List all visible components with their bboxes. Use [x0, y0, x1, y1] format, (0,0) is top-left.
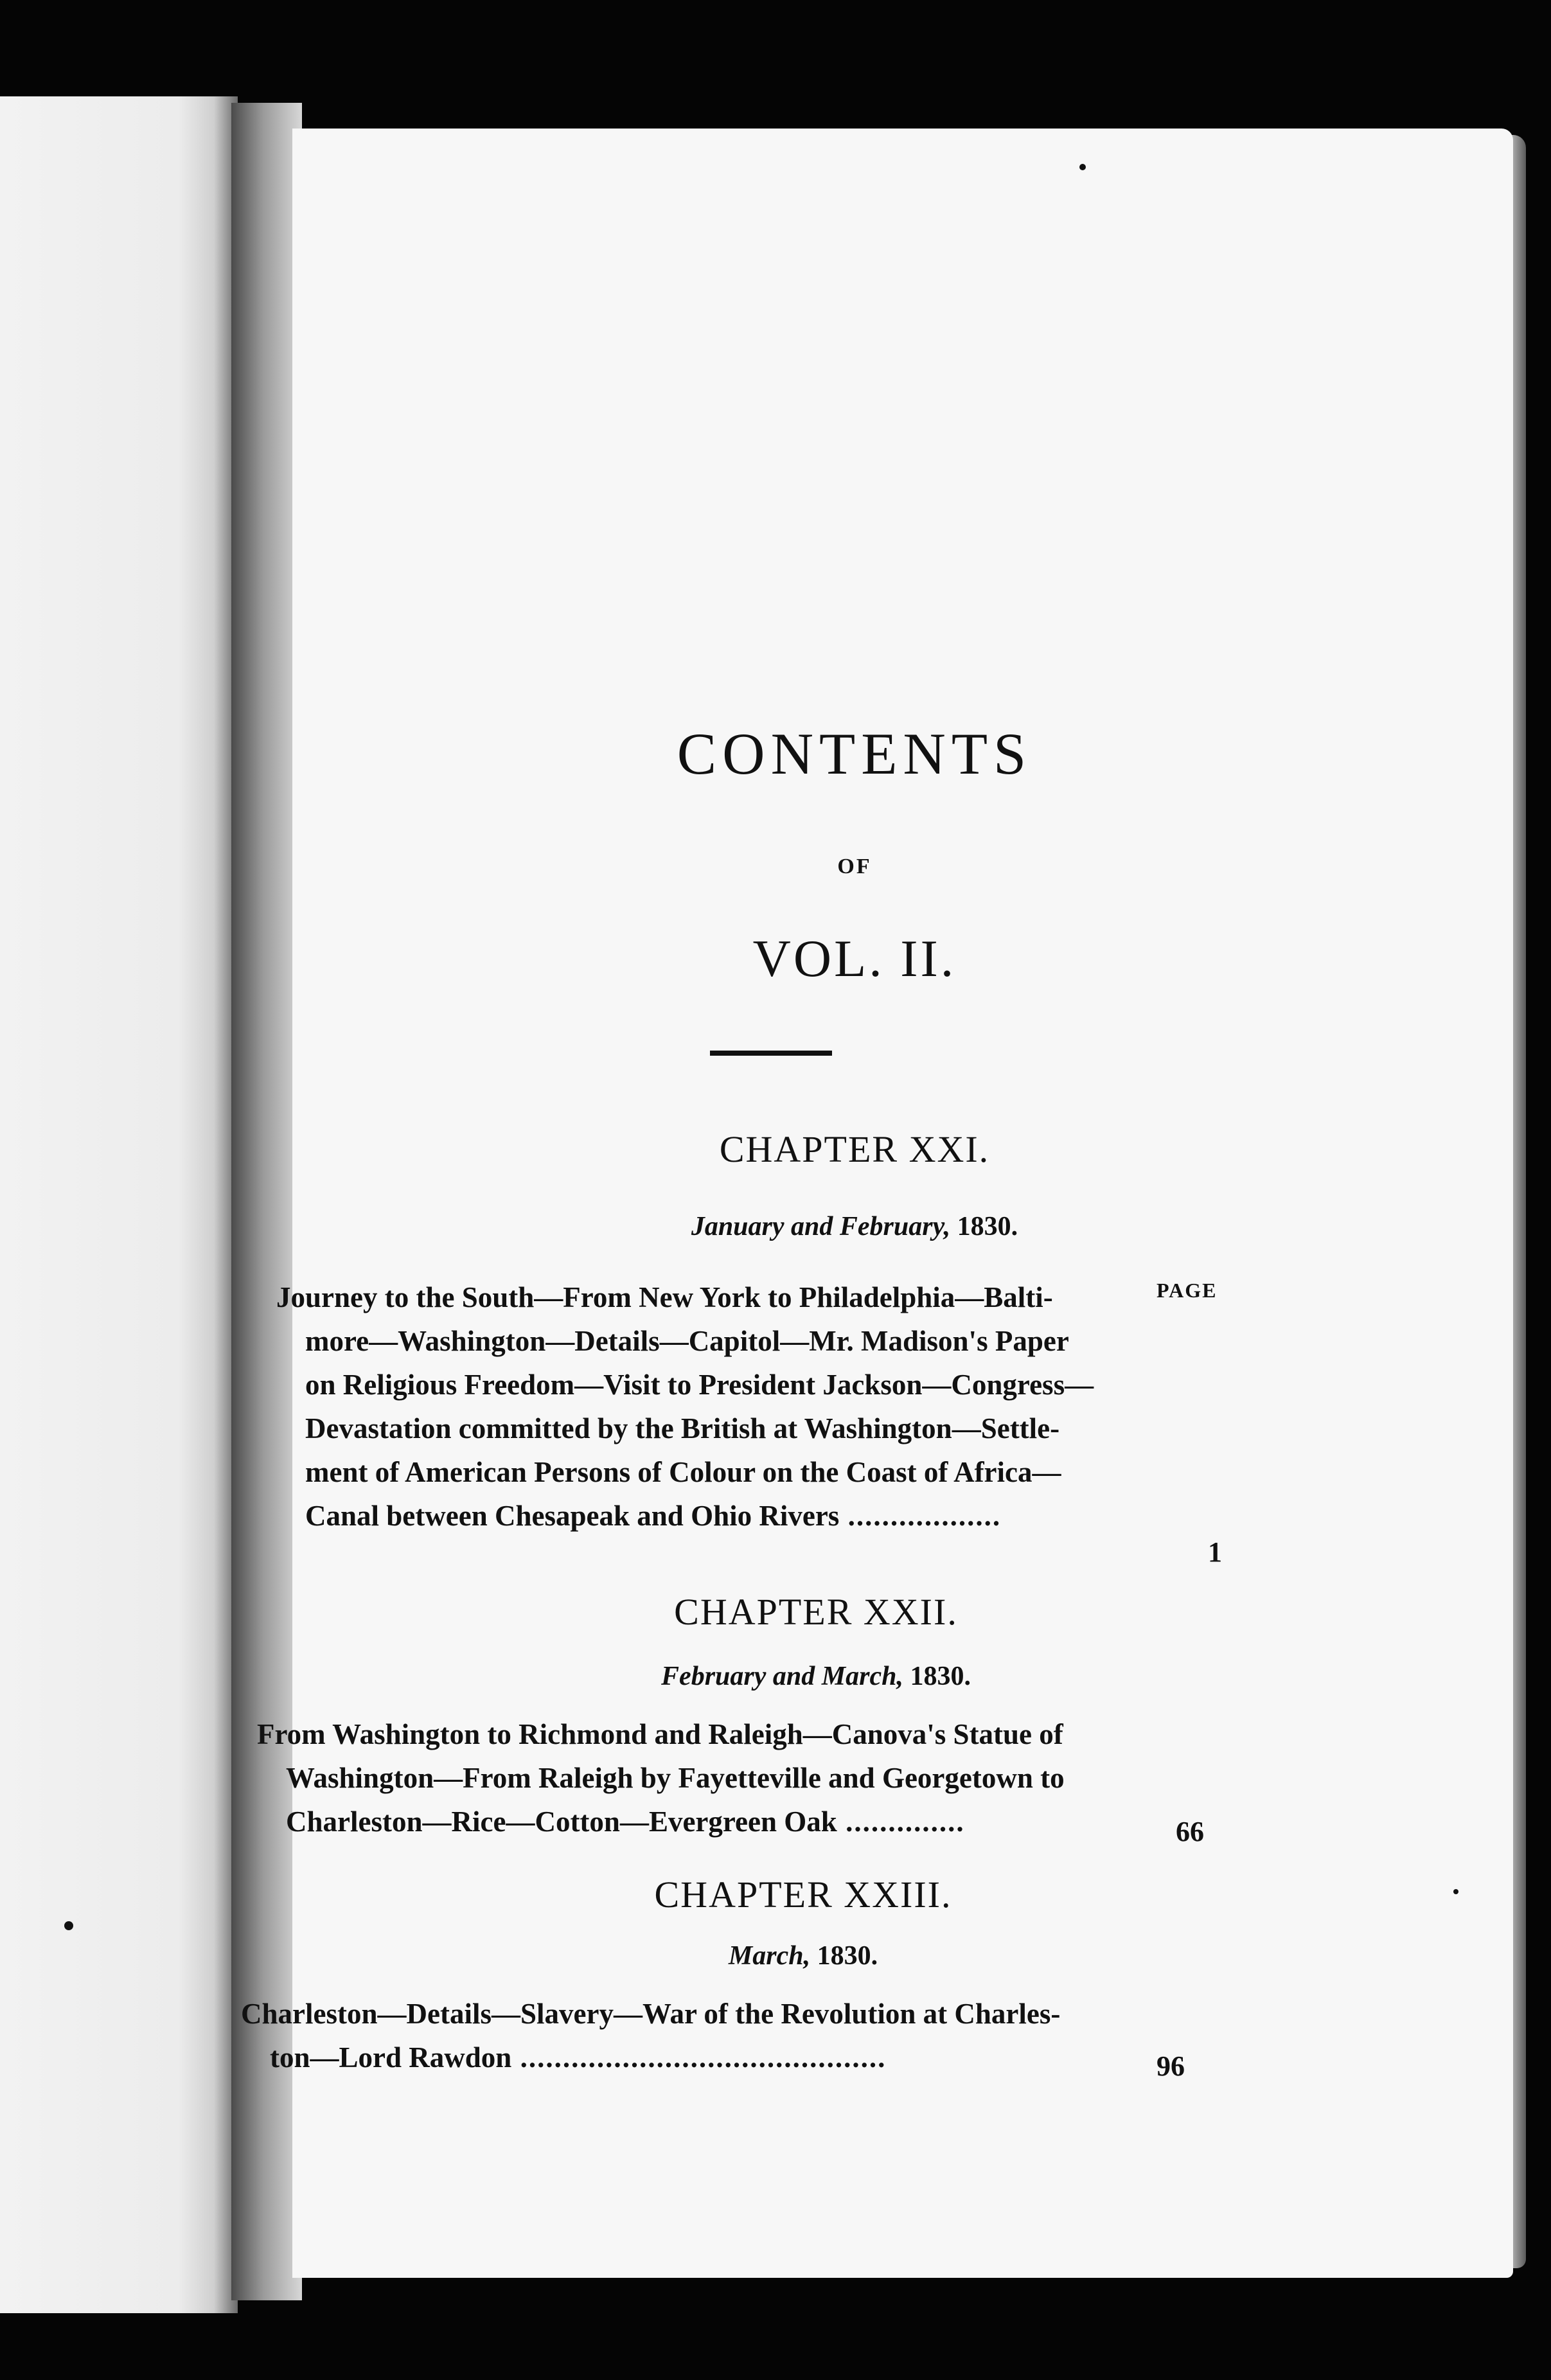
ink-speck: [1453, 1889, 1458, 1894]
summary-line: Devastation committed by the British at Washington—Settle-: [305, 1412, 1060, 1444]
volume-title: VOL. II.: [752, 929, 957, 988]
chapter-date-year: 1830.: [817, 1941, 878, 1971]
of-label: OF: [837, 855, 872, 878]
summary-line: [241, 2036, 1140, 2079]
chapter-date: [244, 1211, 1465, 1242]
previous-page: [0, 96, 238, 2313]
chapter-heading: CHAPTER XXII.: [674, 1591, 958, 1633]
chapter-date: [206, 1661, 1426, 1692]
chapter-summary: [241, 1992, 1140, 2079]
chapter-summary: [257, 1712, 1150, 1843]
summary-line: Journey to the South—From New York to Philadelphia—Balti-: [276, 1281, 1053, 1313]
summary-line: Charleston—Details—Slavery—War of the Revolution at Charles-: [241, 1998, 1061, 2030]
leader-dots: ..............: [837, 1806, 965, 1838]
chapter-date: [193, 1940, 1414, 1971]
summary-line: on Religious Freedom—Visit to President Jackson—Congress—: [305, 1369, 1094, 1401]
chapter-date-text: January and February,: [691, 1212, 951, 1241]
chapter-date-text: February and March,: [661, 1662, 903, 1691]
summary-line: Washington—From Raleigh by Fayetteville and Georgetown to: [286, 1762, 1065, 1794]
page-number: 66: [1176, 1816, 1204, 1847]
page-column-label: PAGE: [1157, 1279, 1218, 1302]
summary-line-text: Charleston—Rice—Cotton—Evergreen Oak: [286, 1806, 837, 1838]
summary-line: [276, 1494, 1163, 1538]
leader-dots: ..................: [839, 1500, 1002, 1532]
chapter-heading: CHAPTER XXI.: [719, 1128, 990, 1170]
summary-line: [257, 1800, 1150, 1843]
title-rule: [710, 1051, 832, 1056]
chapter-heading: CHAPTER XXIII.: [654, 1874, 952, 1915]
chapter-date-text: March,: [728, 1941, 811, 1971]
ink-speck: [64, 1921, 73, 1930]
page-number: 1: [1208, 1536, 1222, 1568]
summary-line: more—Washington—Details—Capitol—Mr. Madison's Paper: [305, 1325, 1069, 1357]
summary-line: From Washington to Richmond and Raleigh—Canova's Statue of: [257, 1718, 1063, 1750]
summary-line-text: Canal between Chesapeak and Ohio Rivers: [305, 1500, 840, 1532]
page-number: 96: [1157, 2050, 1185, 2082]
chapter-date-year: 1830.: [910, 1662, 971, 1691]
contents-title: CONTENTS: [677, 721, 1033, 786]
summary-line-text: ton—Lord Rawdon: [270, 2041, 512, 2074]
chapter-date-year: 1830.: [957, 1212, 1018, 1241]
summary-line: ment of American Persons of Colour on the Coast of Africa—: [305, 1456, 1061, 1488]
ink-speck: [1079, 164, 1086, 170]
leader-dots: ...........................................: [511, 2041, 887, 2074]
chapter-summary: [276, 1275, 1163, 1538]
